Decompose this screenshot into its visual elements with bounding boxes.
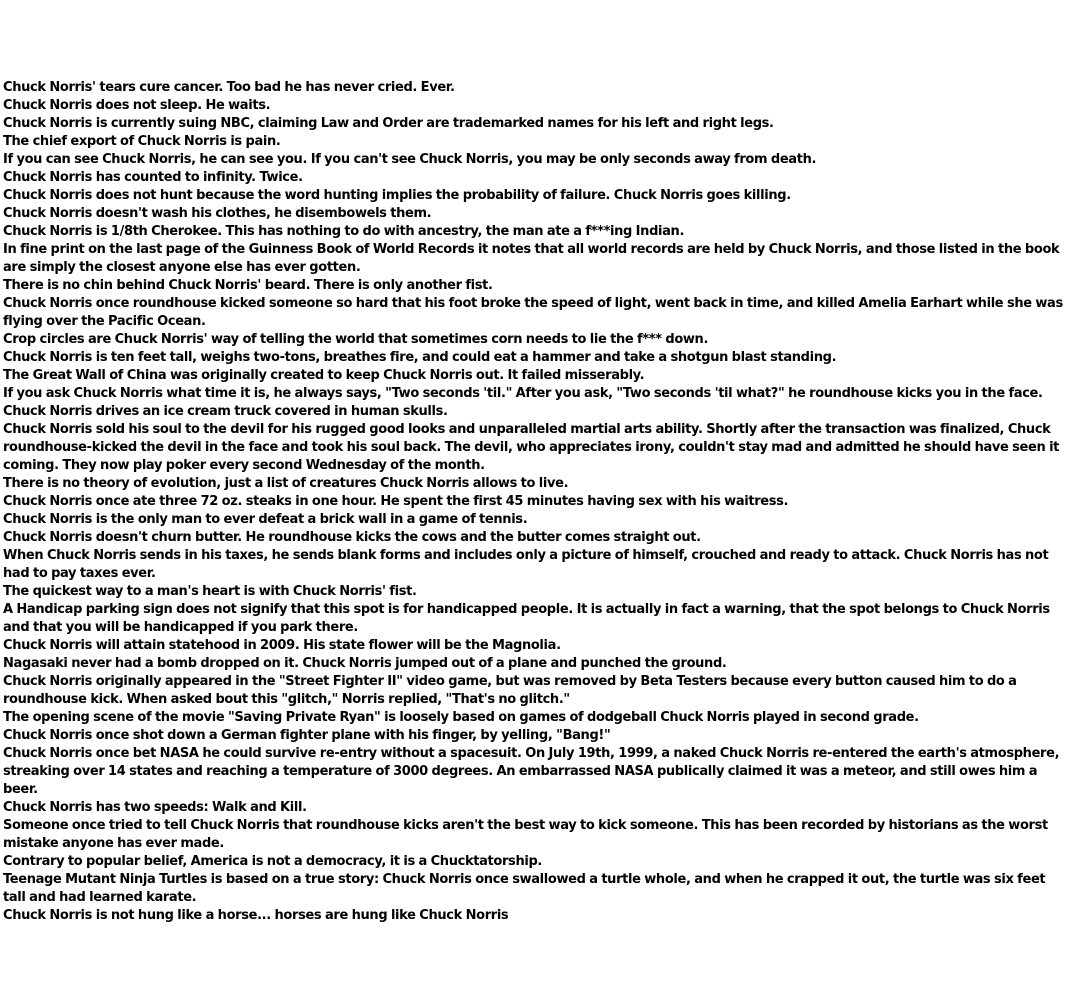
- fact-line: The quickest way to a man's heart is with Chuck Norris' fist.: [3, 584, 417, 599]
- facts-document: [3, 79, 1067, 925]
- fact-line: The chief export of Chuck Norris is pain.: [3, 134, 281, 149]
- fact-line: There is no chin behind Chuck Norris' beard. There is only another fist.: [3, 278, 493, 293]
- fact-line: Chuck Norris once ate three 72 oz. steaks in one hour. He spent the first 45 minutes having sex with his waitress.: [3, 494, 789, 509]
- fact-line: Chuck Norris' tears cure cancer. Too bad he has never cried. Ever.: [3, 80, 455, 95]
- fact-line: Chuck Norris originally appeared in the "Street Fighter II" video game, but was removed by Beta Testers because every button caused him to do a roundhouse kick. When asked bout this "glitch," Norris replied, "That's no glitch.": [3, 674, 1017, 707]
- fact-line: Chuck Norris has two speeds: Walk and Kill.: [3, 800, 307, 815]
- fact-line: Chuck Norris is ten feet tall, weighs two-tons, breathes fire, and could eat a hammer and take a shotgun blast standing.: [3, 350, 837, 365]
- fact-line: Chuck Norris is 1/8th Cherokee. This has nothing to do with ancestry, the man ate a f***ing Indian.: [3, 224, 685, 239]
- fact-line: Contrary to popular belief, America is not a democracy, it is a Chucktatorship.: [3, 854, 542, 869]
- fact-line: Chuck Norris has counted to infinity. Twice.: [3, 170, 303, 185]
- fact-line: In fine print on the last page of the Guinness Book of World Records it notes that all world records are held by Chuck Norris, and those listed in the book are simply the closest anyone else has ever gotten.: [3, 242, 1060, 275]
- fact-line: Nagasaki never had a bomb dropped on it. Chuck Norris jumped out of a plane and punched the ground.: [3, 656, 727, 671]
- fact-line: Chuck Norris once shot down a German fighter plane with his finger, by yelling, "Bang!": [3, 728, 611, 743]
- fact-line: Chuck Norris is not hung like a horse... horses are hung like Chuck Norris: [3, 908, 509, 923]
- fact-line: Chuck Norris sold his soul to the devil for his rugged good looks and unparalleled martial arts ability. Shortly after the transaction was finalized, Chuck roundhouse-kicked the devil in the face and took his soul back. The devil, who appreciates irony, couldn't stay mad and admitted he should have seen it coming. They now play poker every second Wednesday of the month.: [3, 422, 1060, 473]
- fact-line: Crop circles are Chuck Norris' way of telling the world that sometimes corn needs to lie the f*** down.: [3, 332, 709, 347]
- fact-line: Someone once tried to tell Chuck Norris that roundhouse kicks aren't the best way to kick someone. This has been recorded by historians as the worst mistake anyone has ever made.: [3, 818, 1048, 851]
- fact-line: Chuck Norris once bet NASA he could survive re-entry without a spacesuit. On July 19th, 1999, a naked Chuck Norris re-entered the earth's atmosphere, streaking over 14 states and reaching a temperature of 3000 degrees. An embarrassed NASA publically claimed it was a meteor, and still owes him a beer.: [3, 746, 1060, 797]
- fact-line: When Chuck Norris sends in his taxes, he sends blank forms and includes only a picture of himself, crouched and ready to attack. Chuck Norris has not had to pay taxes ever.: [3, 548, 1049, 581]
- fact-line: Chuck Norris once roundhouse kicked someone so hard that his foot broke the speed of light, went back in time, and killed Amelia Earhart while she was flying over the Pacific Ocean.: [3, 296, 1063, 329]
- fact-line: Chuck Norris drives an ice cream truck covered in human skulls.: [3, 404, 448, 419]
- fact-line: Chuck Norris does not hunt because the word hunting implies the probability of failure. Chuck Norris goes killing.: [3, 188, 791, 203]
- fact-line: Chuck Norris does not sleep. He waits.: [3, 98, 271, 113]
- fact-line: There is no theory of evolution, just a list of creatures Chuck Norris allows to live.: [3, 476, 569, 491]
- fact-line: If you ask Chuck Norris what time it is, he always says, "Two seconds 'til." After you ask, "Two seconds 'til what?" he roundhouse kicks you in the face.: [3, 386, 1043, 401]
- fact-line: The Great Wall of China was originally created to keep Chuck Norris out. It failed misserably.: [3, 368, 645, 383]
- fact-line: Chuck Norris is currently suing NBC, claiming Law and Order are trademarked names for his left and right legs.: [3, 116, 774, 131]
- fact-line: Chuck Norris is the only man to ever defeat a brick wall in a game of tennis.: [3, 512, 528, 527]
- fact-line: The opening scene of the movie "Saving Private Ryan" is loosely based on games of dodgeball Chuck Norris played in second grade.: [3, 710, 919, 725]
- fact-line: Teenage Mutant Ninja Turtles is based on a true story: Chuck Norris once swallowed a turtle whole, and when he crapped it out, the turtle was six feet tall and had learned karate.: [3, 872, 1046, 905]
- fact-line: Chuck Norris doesn't churn butter. He roundhouse kicks the cows and the butter comes straight out.: [3, 530, 701, 545]
- fact-line: A Handicap parking sign does not signify that this spot is for handicapped people. It is actually in fact a warning, that the spot belongs to Chuck Norris and that you will be handicapped if you park there.: [3, 602, 1050, 635]
- fact-line: Chuck Norris doesn't wash his clothes, he disembowels them.: [3, 206, 432, 221]
- fact-line: If you can see Chuck Norris, he can see you. If you can't see Chuck Norris, you may be only seconds away from death.: [3, 152, 817, 167]
- fact-line: Chuck Norris will attain statehood in 2009. His state flower will be the Magnolia.: [3, 638, 561, 653]
